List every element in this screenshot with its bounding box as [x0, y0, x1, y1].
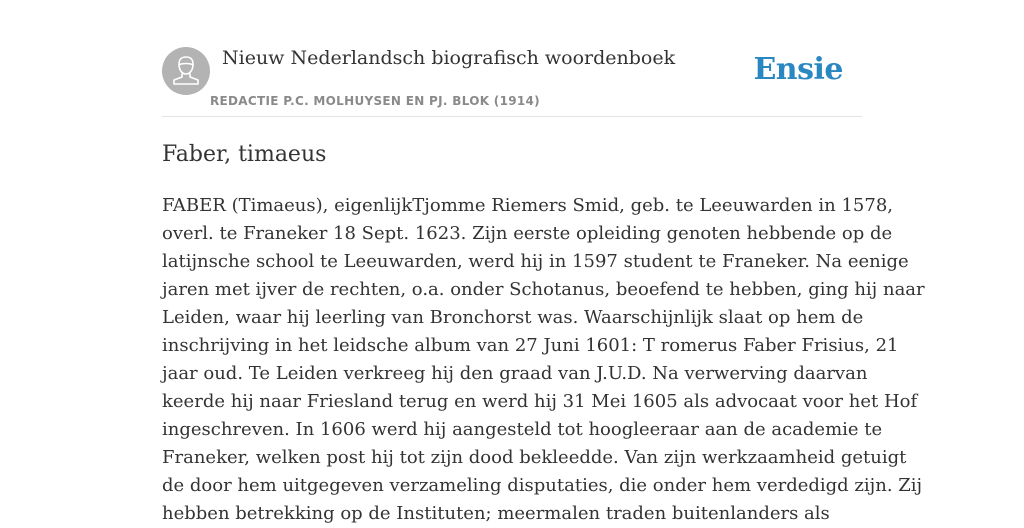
entry-line: overl. te Franeker 18 Sept. 1623. Zijn eerste opleiding genoten hebbende op de: [162, 223, 893, 244]
entry-line: de door hem uitgegeven verzameling disputaties, die onder hem verdedigd zijn. Zij: [162, 475, 923, 496]
entry-line: keerde hij naar Friesland terug en werd hij 31 Mei 1605 als advocaat voor het Hof: [162, 391, 918, 412]
entry-body: [162, 192, 925, 528]
user-icon: [162, 47, 210, 95]
entry-title: Faber, timaeus: [162, 142, 327, 167]
entry-line: Leiden, waar hij leerling van Bronchorst was. Waarschijnlijk slaat op hem de: [162, 307, 864, 328]
entry-line: latijnsche school te Leeuwarden, werd hij in 1597 student te Franeker. Na eenige: [162, 251, 909, 272]
avatar[interactable]: [162, 47, 210, 95]
header: [162, 46, 862, 117]
entry-line: hebben betrekking op de Instituten; meermalen traden buitenlanders als: [162, 503, 830, 524]
entry-line: FABER (Timaeus), eigenlijkTjomme Riemers Smid, geb. te Leeuwarden in 1578,: [162, 195, 894, 216]
editors-subtitle: REDACTIE P.C. MOLHUYSEN EN PJ. BLOK (1914): [210, 94, 540, 108]
entry-line: jaar oud. Te Leiden verkreeg hij den graad van J.U.D. Na verwerving daarvan: [162, 363, 868, 384]
entry-line: inschrijving in het leidsche album van 27 Juni 1601: T romerus Faber Frisius, 21: [162, 335, 899, 356]
entry-line: Franeker, welken post hij tot zijn dood bekleedde. Van zijn werkzaamheid getuigt: [162, 447, 907, 468]
entry-line: jaren met ijver de rechten, o.a. onder Schotanus, beoefend te hebben, ging hij naar: [162, 279, 925, 300]
ensie-logo[interactable]: Ensie: [753, 52, 843, 87]
book-title[interactable]: Nieuw Nederlandsch biografisch woordenboek: [222, 47, 676, 69]
entry-line: ingeschreven. In 1606 werd hij aangesteld tot hoogleeraar aan de academie te: [162, 419, 883, 440]
